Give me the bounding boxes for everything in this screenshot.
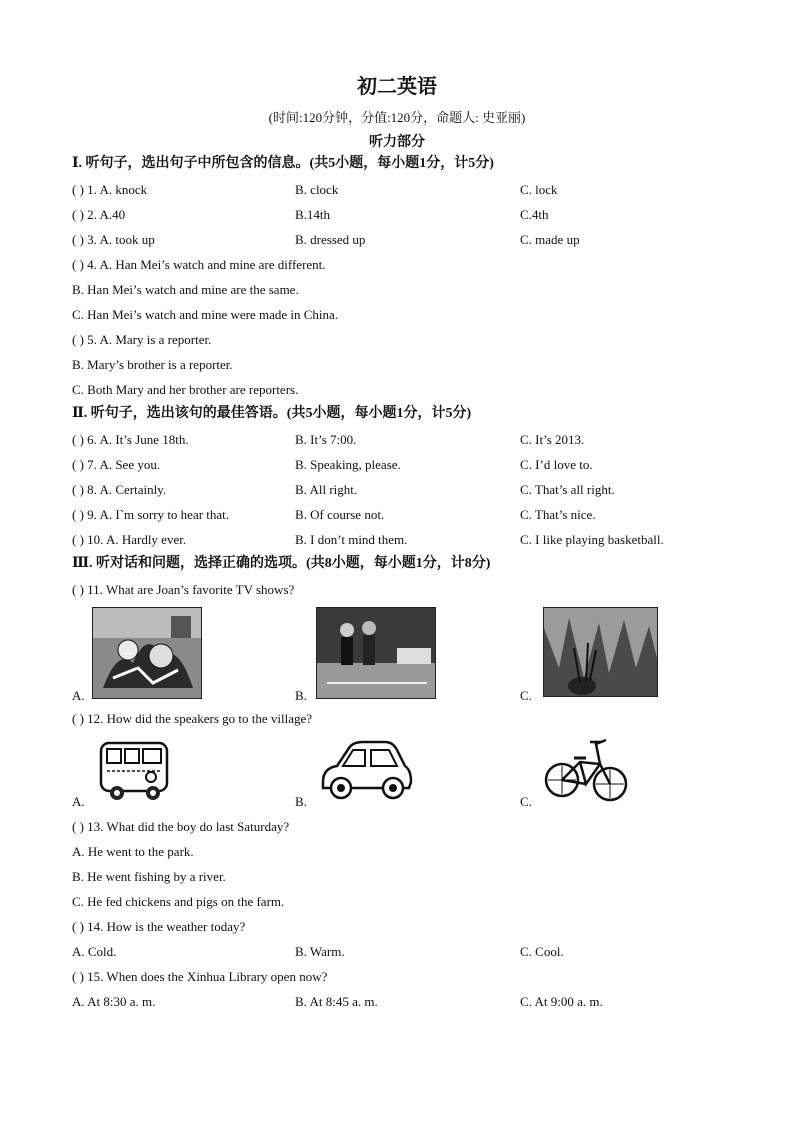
q9-option-c: C. That’s nice.	[520, 507, 596, 522]
q12-option-c: C.	[520, 794, 532, 809]
q7-option-c: C. I’d love to.	[520, 457, 593, 472]
q3-option-b: B. dressed up	[295, 232, 366, 247]
question-14-options	[72, 943, 752, 961]
question-3	[72, 231, 752, 249]
q11-option-b: B.	[295, 688, 307, 703]
q4-option-b: B. Han Mei’s watch and mine are the same.	[72, 282, 299, 297]
q7-option-b: B. Speaking, please.	[295, 457, 401, 472]
question-10	[72, 531, 752, 549]
cartoon-scene-icon	[93, 608, 201, 698]
q14-option-a: A. Cold.	[72, 944, 117, 959]
question-1	[72, 181, 752, 199]
q1-option-a: ( ) 1. A. knock	[72, 182, 148, 197]
q15-option-b: B. At 8:45 a. m.	[295, 994, 378, 1009]
bus-icon	[97, 739, 173, 803]
sports-scene-icon	[317, 608, 435, 698]
question-2	[72, 206, 752, 224]
q11-option-a: A.	[72, 688, 85, 703]
q9-option-a: ( ) 9. A. I`m sorry to hear that.	[72, 507, 230, 522]
q11-animal-picture	[543, 607, 658, 697]
q14-stem: ( ) 14. How is the weather today?	[72, 919, 246, 934]
q12-picture-options	[72, 734, 752, 810]
q4-option-c: C. Han Mei’s watch and mine were made in China.	[72, 307, 339, 322]
q13-option-c: C. He fed chickens and pigs on the farm.	[72, 894, 285, 909]
section-2-heading: Ⅱ. 听句子，选出该句的最佳答语。(共5小题，每小题1分，计5分)	[72, 406, 472, 421]
q10-option-a: ( ) 10. A. Hardly ever.	[72, 532, 187, 547]
q3-option-a: ( ) 3. A. took up	[72, 232, 155, 247]
q1-option-b: B. clock	[295, 182, 339, 197]
q3-option-c: C. made up	[520, 232, 580, 247]
q11-sports-picture	[316, 607, 436, 699]
q2-option-a: ( ) 2. A.40	[72, 207, 126, 222]
page-title: 初二英语	[357, 74, 437, 98]
q2-option-b: B.14th	[295, 207, 331, 222]
q5-option-c: C. Both Mary and her brother are reporters.	[72, 382, 299, 397]
exam-info: (时间:120分钟，分值:120分，命题人: 史亚丽)	[268, 110, 526, 125]
q10-option-b: B. I don’t mind them.	[295, 532, 408, 547]
q14-option-b: B. Warm.	[295, 944, 345, 959]
q13-option-a: A. He went to the park.	[72, 844, 194, 859]
q11-stem: ( ) 11. What are Joan’s favorite TV shows?	[72, 582, 295, 597]
q8-option-a: ( ) 8. A. Certainly.	[72, 482, 167, 497]
q4-option-a: ( ) 4. A. Han Mei’s watch and mine are different.	[72, 257, 326, 272]
q6-option-a: ( ) 6. A. It’s June 18th.	[72, 432, 189, 447]
q1-option-c: C. lock	[520, 182, 558, 197]
q8-option-b: B. All right.	[295, 482, 358, 497]
q8-option-c: C. That’s all right.	[520, 482, 615, 497]
q11-cartoon-picture	[92, 607, 202, 699]
q11-option-c: C.	[520, 688, 532, 703]
q14-option-c: C. Cool.	[520, 944, 564, 959]
bicycle-icon	[544, 734, 628, 806]
q13-stem: ( ) 13. What did the boy do last Saturday?	[72, 819, 290, 834]
q13-option-b: B. He went fishing by a river.	[72, 869, 226, 884]
section-3-heading: Ⅲ. 听对话和问题，选择正确的选项。(共8小题，每小题1分，计8分)	[72, 556, 491, 571]
q10-option-c: C. I like playing basketball.	[520, 532, 664, 547]
question-7	[72, 456, 752, 474]
q15-option-c: C. At 9:00 a. m.	[520, 994, 603, 1009]
q6-option-b: B. It’s 7:00.	[295, 432, 357, 447]
q6-option-c: C. It’s 2013.	[520, 432, 585, 447]
car-icon	[319, 738, 413, 804]
q9-option-b: B. Of course not.	[295, 507, 385, 522]
q5-option-a: ( ) 5. A. Mary is a reporter.	[72, 332, 212, 347]
q12-option-a: A.	[72, 794, 85, 809]
q15-option-a: A. At 8:30 a. m.	[72, 994, 156, 1009]
q2-option-c: C.4th	[520, 207, 549, 222]
q12-stem: ( ) 12. How did the speakers go to the village?	[72, 711, 313, 726]
q12-option-b: B.	[295, 794, 307, 809]
section-1-heading: Ⅰ. 听句子，选出句子中所包含的信息。(共5小题，每小题1分，计5分)	[72, 156, 494, 171]
wildlife-scene-icon	[544, 608, 657, 696]
question-15-options	[72, 993, 752, 1011]
q15-stem: ( ) 15. When does the Xinhua Library open now?	[72, 969, 328, 984]
q7-option-a: ( ) 7. A. See you.	[72, 457, 161, 472]
question-6	[72, 431, 752, 449]
q5-option-b: B. Mary’s brother is a reporter.	[72, 357, 233, 372]
q11-picture-options	[72, 604, 752, 704]
question-9	[72, 506, 752, 524]
part-heading: 听力部分	[369, 135, 425, 150]
question-8	[72, 481, 752, 499]
